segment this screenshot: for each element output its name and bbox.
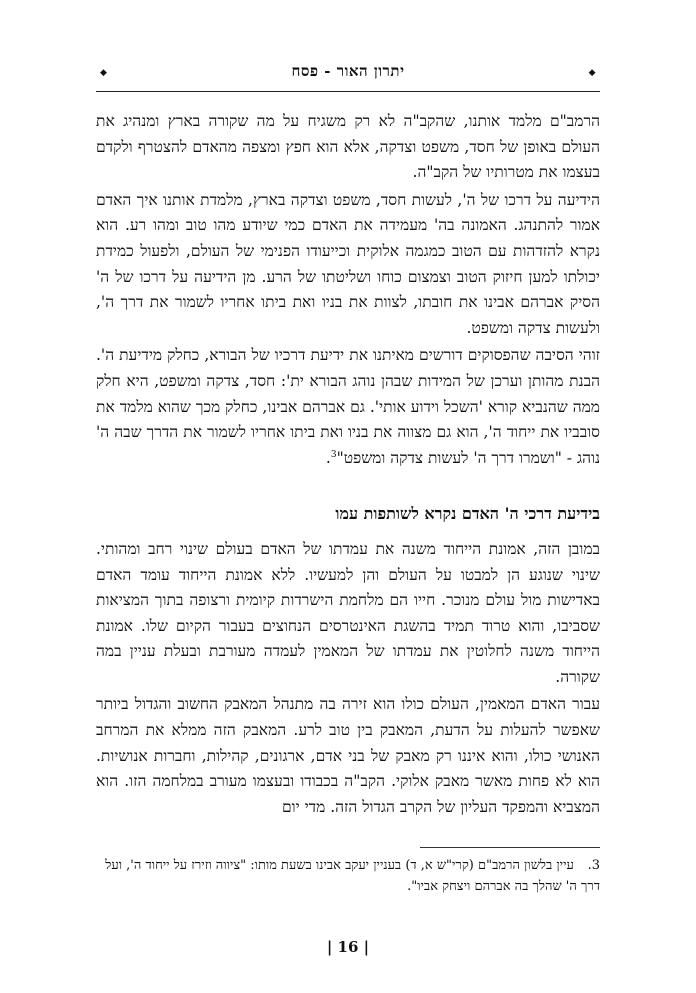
footnote-text: עיין בלשון הרמב"ם (קרי"ש א, ד) בעניין יעקב אבינו בשעת מותו: "ציווה וזירז על ייחוד ה', ועל דרך ה' שהלך בה אברהם ויצחק אביו".: [105, 858, 600, 894]
header-rule: [96, 91, 600, 92]
footnote-reference: 3: [330, 449, 337, 460]
paragraph-text: זוהי הסיבה שהפסוקים דורשים מאיתנו את ידיעת דרכיו של הבורא, כחלק מידיעת ה'. הבנת מהותן וערכן של המידות שבהן נוהג הבורא ית': חסד, צדקה ומשפט, היא חלק ממה שהנביא קורא 'השכל וידוע אותי'. גם אברהם אבינו, כחלק מכך שהוא מלמד את סובביו את ייחוד ה', הוא גם מצווה את בניו ואת ביתו אחריו לשמור את הדרך שבה ה' נוהג - "ושמרו דרך ה' לעשות צדקה ומשפט": [96, 346, 600, 467]
paragraph: הידיעה על דרכו של ה', לעשות חסד, משפט וצדקה בארץ, מלמדת אותנו איך האדם אמור להתנהג. האמונה בה' מעמידה את האדם כמי שיודע מהו טוב ומהו רע. הוא נקרא להזדהות עם הטוב כמגמה אלוקית וכייעודו הפנימי של העולם, ולפעול כמידת יכולתו למען חיזוק הטוב וצמצום כוחו ושליטתו של הרע. מן הידיעה על דרכו של ה' הסיק אברהם אבינו את חובתו, לצוות את בניו ואת ביתו אחריו לשמור את דרך ה', ולעשות צדקה ומשפט.: [96, 190, 600, 337]
main-text: [96, 109, 600, 820]
paragraph: זוהי הסיבה שהפסוקים דורשים מאיתנו את ידיעת דרכיו של הבורא, כחלק מידיעת ה'. הבנת מהותן וערכן של המידות שבהן נוהג הבורא ית': חסד, צדקה ומשפט, היא חלק ממה שהנביא קורא 'השכל וידוע אותי'. גם אברהם אבינו, כחלק מכך שהוא מלמד את סובביו את ייחוד ה', הוא גם מצווה את בניו ואת ביתו אחריו לשמור את הדרך שבה ה' נוהג - "ושמרו דרך ה' לעשות צדקה ומשפט"$^3$.: [96, 346, 600, 467]
running-header: [96, 62, 600, 92]
paragraph: הרמב"ם מלמד אותנו, שהקב"ה לא רק משגיח על מה שקורה בארץ ומנהיג את העולם באופן של חסד, משפט וצדקה, אלא הוא חפץ ומצפה מהאדם להצטרף ולקדם בעצמו את מטרותיו של הקב"ה.: [96, 112, 600, 182]
paragraph: עבור האדם המאמין, העולם כולו הוא זירה בה מתנהל המאבק החשוב והגדול ביותר שאפשר להעלות על הדעת, המאבק בין טוב לרע. המאבק הזה ממלא את המרחב האנושי כולו, והוא איננו רק מאבק של בני אדם, ארגונים, קהילות, וחברות אנושיות. הוא לא פחות מאשר מאבק אלוקי. הקב"ה בכבודו ובעצמו מעורב במלחמה הזו. הוא המצביא והמפקד העליון של הקרב הגדול הזה. מדי יום: [96, 695, 600, 816]
footnote: [96, 855, 600, 897]
paragraph: במובן הזה, אמונת הייחוד משנה את עמדתו של האדם בעולם שינוי רחב ומהותי. שינוי שנוגע הן למבטו על העולם והן למעשיו. ללא אמונת הייחוד עומד האדם באדישות מול עולם מנוכר. חייו הם מלחמת הישרדות קיומית ורצופה בתוך המציאות שסביבו, והוא טרוד תמיד בהשגת האינטרסים הנחוצים בעבור הקיום שלו. אמונת הייחוד משנה לחלוטין את עמדתו של המאמין לעמדה מעורבת ובעלת עניין במה שקורה.: [96, 539, 600, 686]
footnote-number: 3.: [587, 858, 600, 873]
running-header-title: יתרון האור - פסח: [291, 62, 405, 80]
diamond-ornament-icon: ◆: [588, 68, 596, 78]
section-heading: בידיעת דרכי ה' האדם נקרא לשותפות עמו: [335, 504, 600, 524]
diamond-ornament-icon: ◆: [100, 68, 108, 78]
footnote-rule: [420, 847, 600, 848]
page-number: | 16 |: [326, 938, 370, 956]
